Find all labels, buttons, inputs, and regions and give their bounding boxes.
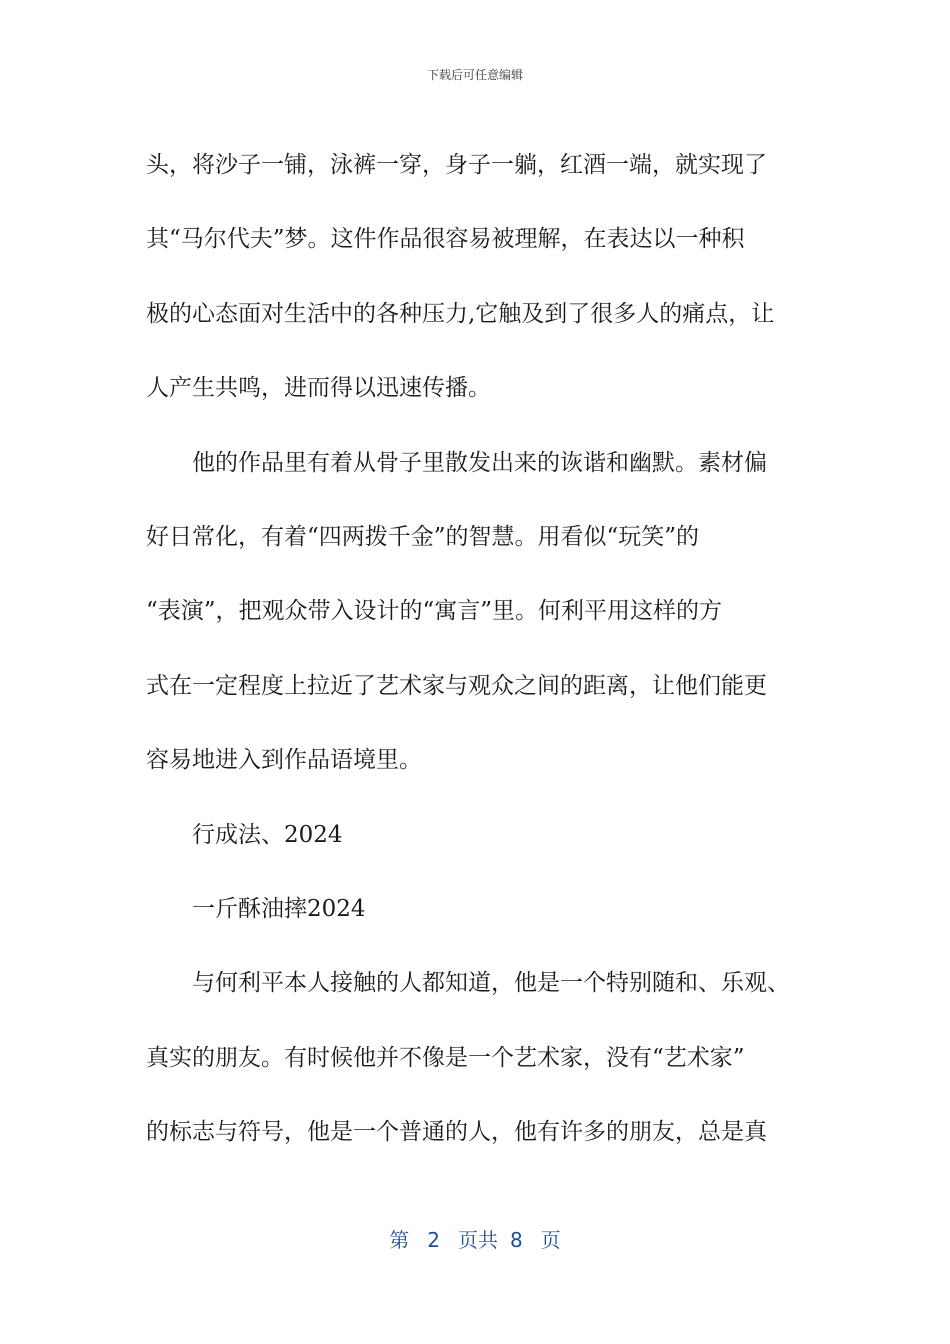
page-footer bbox=[0, 1224, 950, 1253]
text-line: 他的作品里有着从骨子里散发出来的诙谐和幽默。素材偏 bbox=[192, 449, 767, 476]
text-line: 头，将沙子一铺，泳裤一穿，身子一躺，红酒一端，就实现了 bbox=[146, 152, 767, 178]
text-line: 好日常化，有着“四两拨千金”的智慧。用看似“玩笑”的 bbox=[146, 523, 700, 550]
text-line: 其“马尔代夫”梦。这件作品很容易被理解，在表达以一种积 bbox=[146, 226, 745, 253]
text-line: 容易地进入到作品语境里。 bbox=[146, 747, 422, 774]
text-line: 式在一定程度上拉近了艺术家与观众之间的距离，让他们能更 bbox=[146, 672, 767, 699]
text-line: 极的心态面对生活中的各种压力,它触及到了很多人的痛点，让 bbox=[146, 300, 775, 327]
text-line: 与何利平本人接触的人都知道，他是一个特别随和、乐观、 bbox=[192, 970, 790, 997]
footer-ye: 页 bbox=[540, 1228, 561, 1252]
page-header: 下载后可任意编辑 bbox=[426, 68, 523, 82]
text-line: 真实的朋友。有时候他并不像是一个艺术家，没有“艺术家” bbox=[146, 1044, 745, 1071]
footer-ye-gong: 页共 bbox=[458, 1228, 498, 1252]
footer-di: 第 bbox=[389, 1228, 410, 1252]
text-line: 的标志与符号，他是一个普通的人，他有许多的朋友，总是真 bbox=[146, 1119, 767, 1146]
text-line: “表演”，把观众带入设计的“寓言”里。何利平用这样的方 bbox=[146, 598, 723, 625]
footer-total-pages: 8 bbox=[510, 1228, 523, 1252]
text-line: 人产生共鸣，进而得以迅速传播。 bbox=[146, 375, 491, 402]
artwork-caption: 行成法、2024 bbox=[192, 821, 343, 848]
footer-page-number: 2 bbox=[427, 1228, 440, 1252]
document-body bbox=[146, 128, 806, 1169]
artwork-caption: 一斤酥油摔2024 bbox=[192, 895, 366, 922]
